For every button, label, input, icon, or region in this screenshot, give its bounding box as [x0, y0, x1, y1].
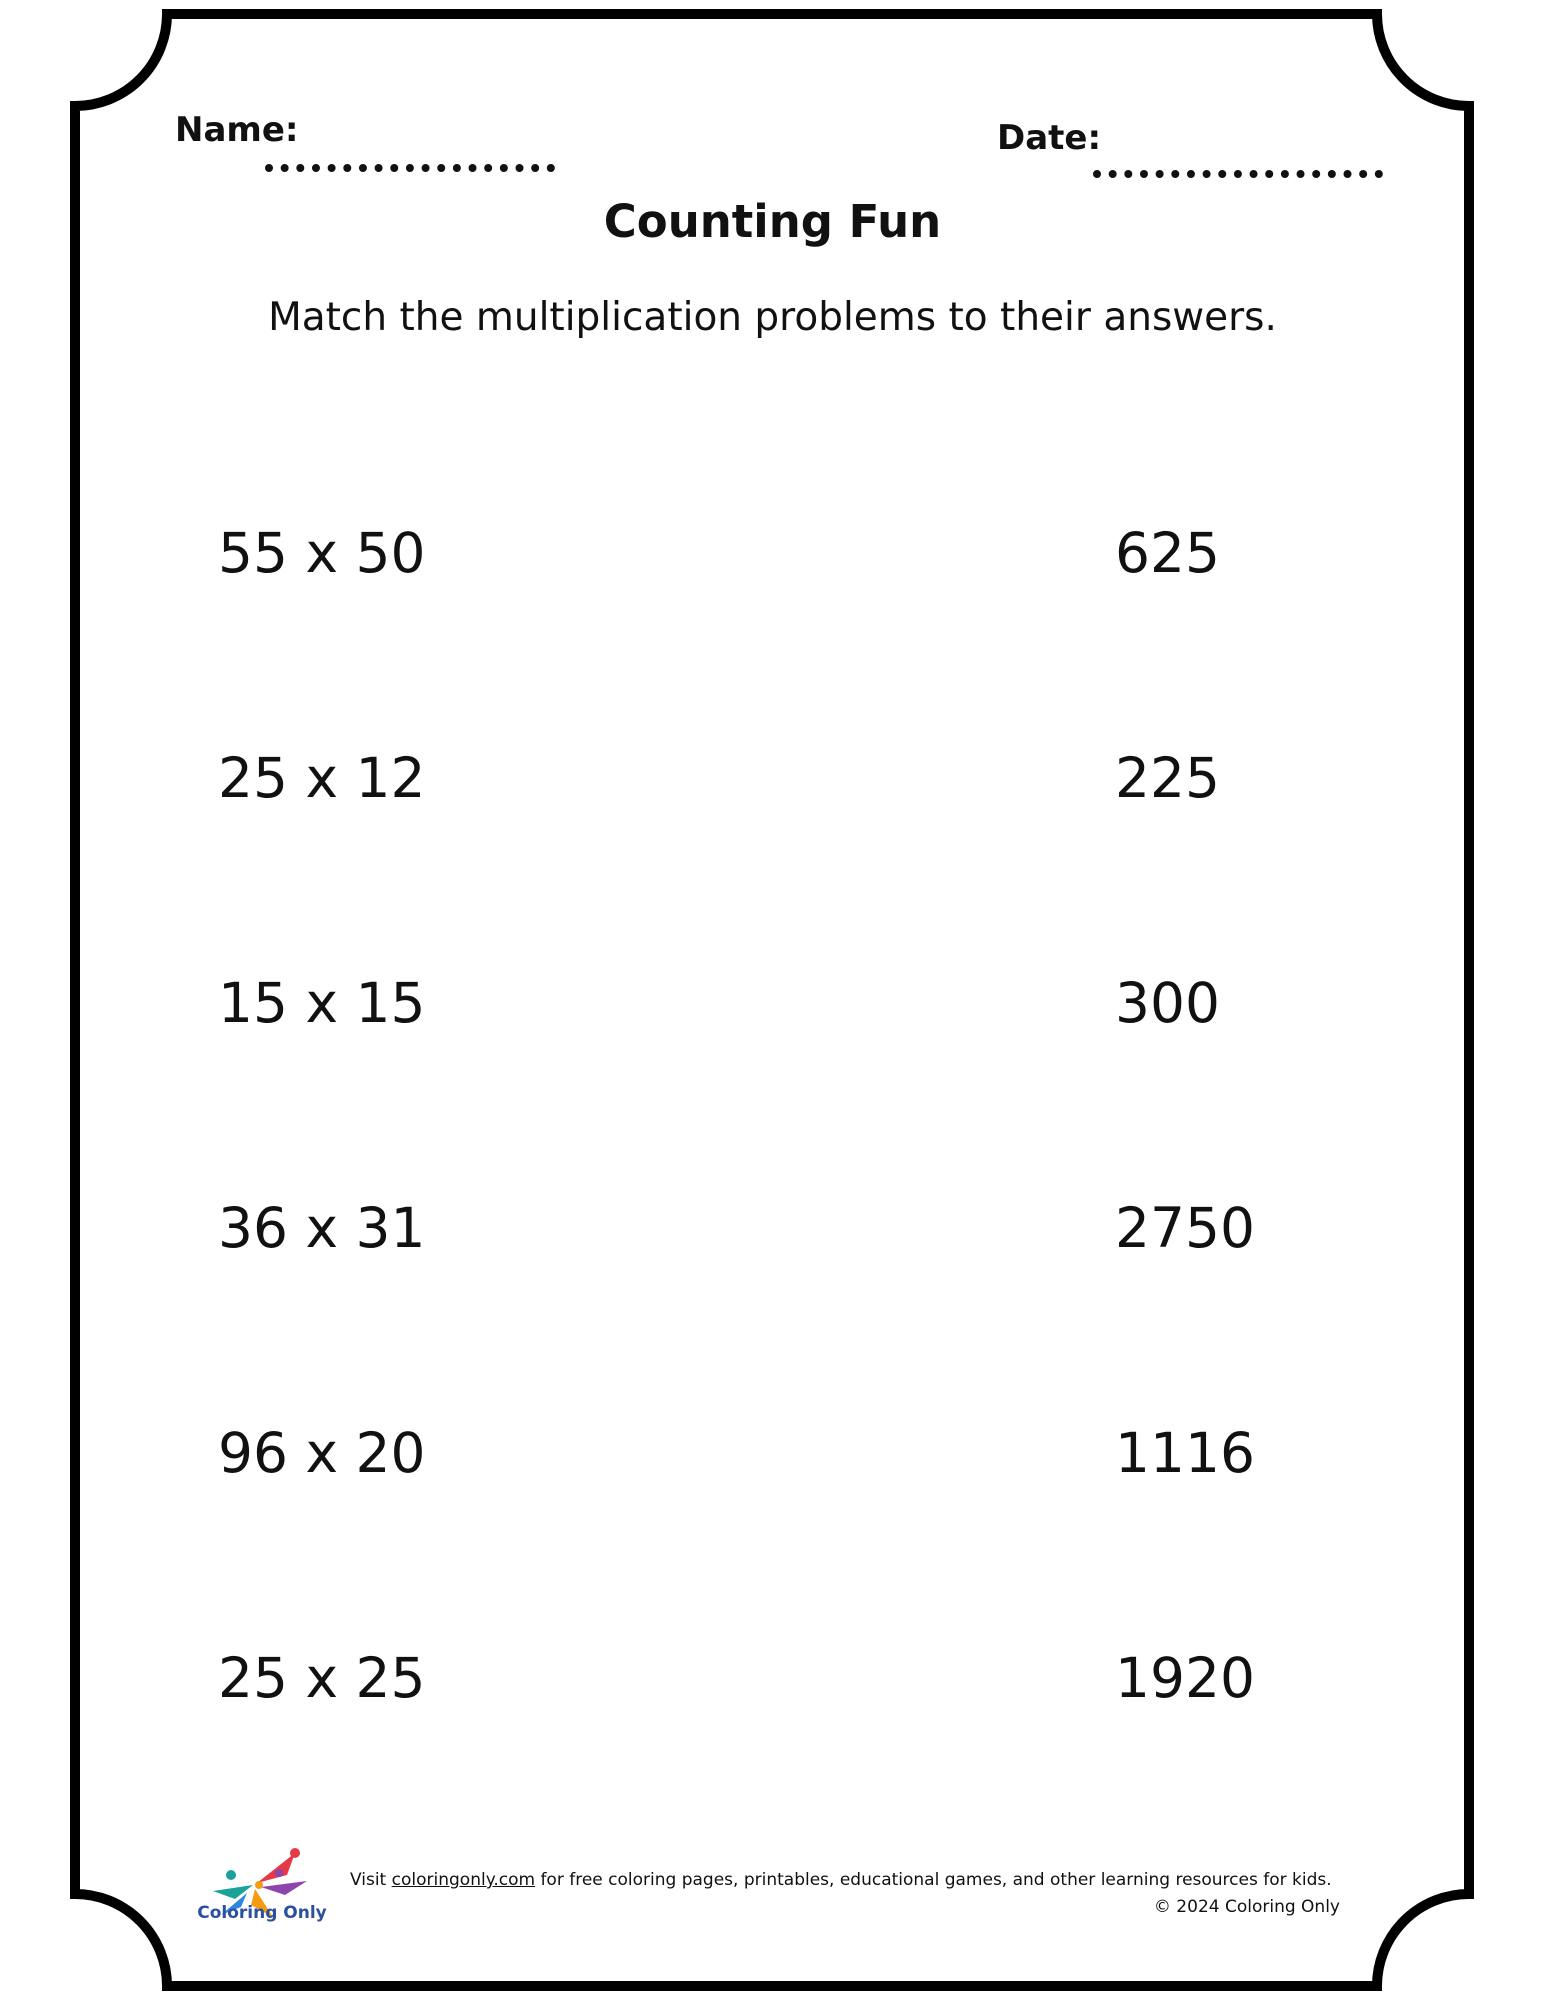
logo-text: Coloring Only	[197, 1903, 327, 1923]
problem-item: 25 x 12	[218, 746, 426, 810]
answer-item: 2750	[1115, 1196, 1255, 1260]
answer-item: 625	[1115, 521, 1220, 585]
page-title: Counting Fun	[603, 195, 942, 248]
footer-text	[350, 1870, 1332, 1890]
footer-link[interactable]: coloringonly.com	[391, 1870, 536, 1890]
problem-item: 25 x 25	[218, 1646, 426, 1710]
date-label: Date:	[997, 118, 1102, 158]
footer-visit-suffix: for free coloring pages, printables, educational games, and other learning resources for kids.	[535, 1870, 1332, 1890]
answer-item: 1920	[1115, 1646, 1255, 1710]
name-label: Name:	[175, 110, 299, 150]
answer-item: 1116	[1115, 1421, 1255, 1485]
problem-item: 36 x 31	[218, 1196, 426, 1260]
date-line[interactable]	[1093, 170, 1383, 178]
name-line[interactable]	[265, 164, 555, 172]
answer-item: 225	[1115, 746, 1220, 810]
copyright-text: © 2024 Coloring Only	[1153, 1897, 1340, 1917]
problem-item: 55 x 50	[218, 521, 426, 585]
problem-item: 15 x 15	[218, 971, 426, 1035]
footer-visit-prefix: Visit	[350, 1870, 392, 1890]
instructions: Match the multiplication problems to their answers.	[268, 295, 1277, 340]
problem-item: 96 x 20	[218, 1421, 426, 1485]
answer-item: 300	[1115, 971, 1220, 1035]
